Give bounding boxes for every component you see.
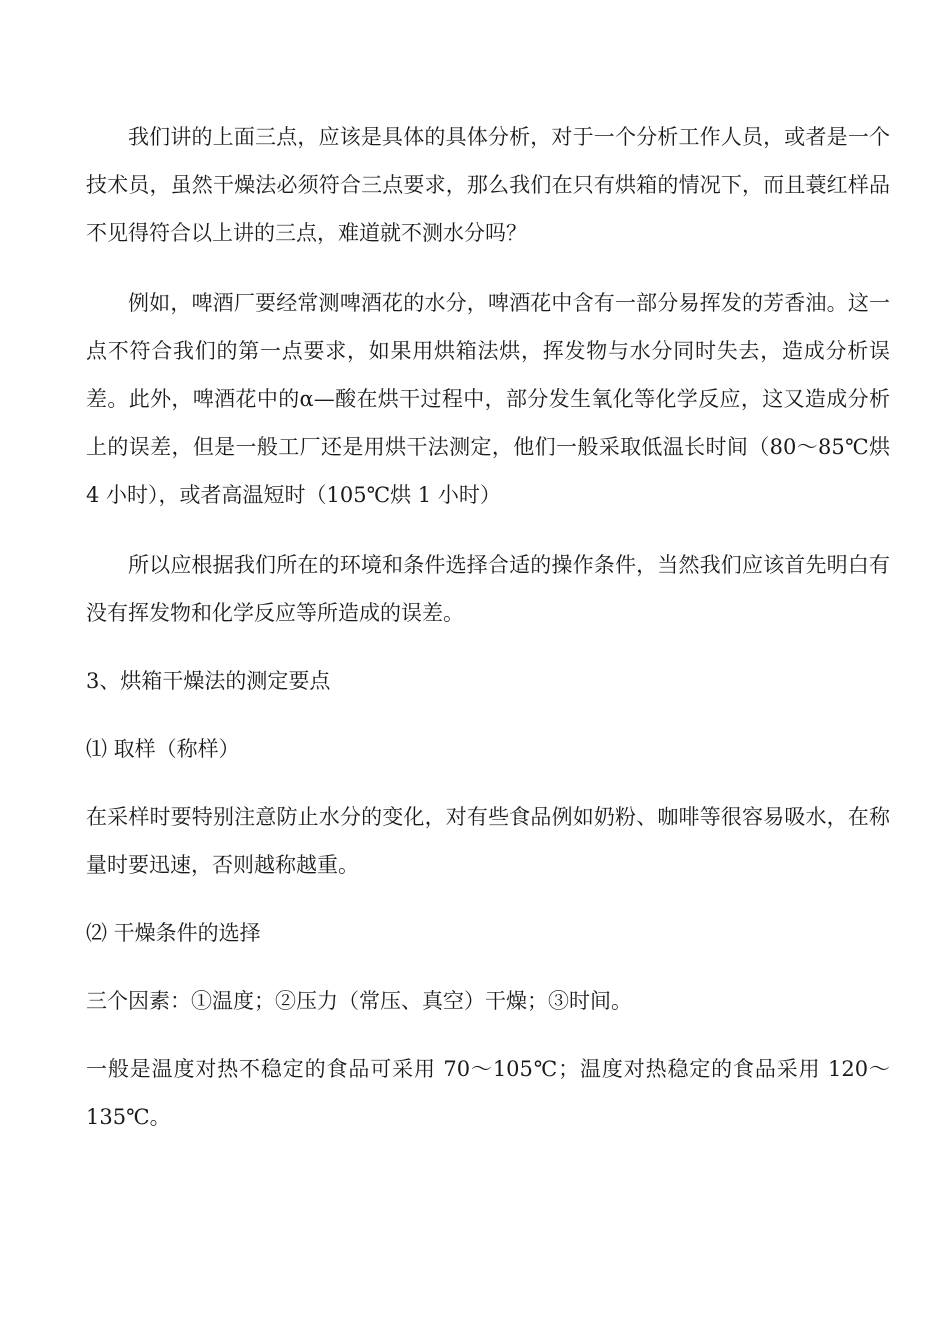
paragraph-three-factors: 三个因素：①温度；②压力（常压、真空）干燥；③时间。 <box>86 989 632 1013</box>
paragraph-temperature-ranges: 一般是温度对热不稳定的食品可采用 70～105℃；温度对热稳定的食品采用 120～135℃。 <box>86 1057 890 1129</box>
paragraph-beer-hops-example: 例如，啤酒厂要经常测啤酒花的水分，啤酒花中含有一部分易挥发的芳香油。这一点不符合我们的第一点要求，如果用烘箱法烘，挥发物与水分同时失去，造成分析误差。此外，啤酒花中的α—酸在烘干过程中，部分发生氧化等化学反应，这又造成分析上的误差，但是一般工厂还是用烘干法测定，他们一般采取低温长时间（80～85℃烘 4 小时），或者高温短时（105℃烘 1 小时） <box>86 291 890 507</box>
paragraph-choose-conditions: 所以应根据我们所在的环境和条件选择合适的操作条件，当然我们应该首先明白有没有挥发物和化学反应等所造成的误差。 <box>86 553 890 625</box>
subheading-sampling: ⑴ 取样（称样） <box>86 737 240 761</box>
document-body <box>86 113 890 1141</box>
paragraph-three-points-analysis: 我们讲的上面三点，应该是具体的具体分析，对于一个分析工作人员，或者是一个技术员，虽然干燥法必须符合三点要求，那么我们在只有烘箱的情况下，而且蓑红样品不见得符合以上讲的三点，难道就不测水分吗？ <box>86 125 890 245</box>
subheading-drying-conditions: ⑵ 干燥条件的选择 <box>86 921 261 945</box>
section-heading-oven-drying: 3、烘箱干燥法的测定要点 <box>86 669 331 693</box>
paragraph-sampling-notes: 在采样时要特别注意防止水分的变化，对有些食品例如奶粉、咖啡等很容易吸水，在称量时要迅速，否则越称越重。 <box>86 805 890 877</box>
